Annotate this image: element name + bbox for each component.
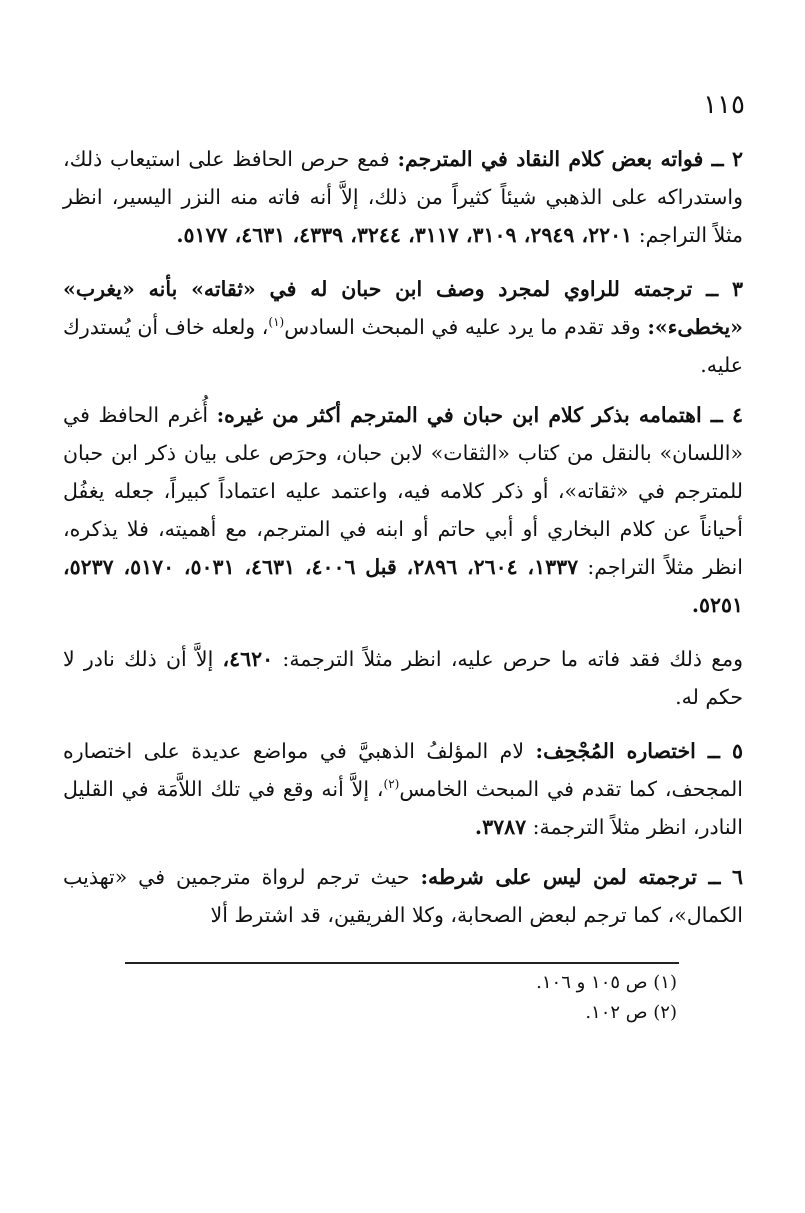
footnotes	[536, 968, 677, 1028]
footnote-2: (٢) ص ١٠٢.	[585, 1002, 677, 1023]
paragraph-2	[63, 140, 743, 254]
reference-numbers: ٢٢٠١، ٢٩٤٩، ٣١٠٩، ٣١١٧، ٣٢٤٤، ٤٣٣٩، ٤٦٣١، ٥١٧٧.	[176, 223, 633, 247]
paragraph-heading: ٤ ــ اهتمامه بذكر كلام ابن حبان في المترجم أكثر من غيره:	[216, 403, 743, 427]
paragraph-3	[63, 270, 743, 384]
footnote-marker: (٢)	[383, 777, 400, 792]
paragraph-text: أُغرم الحافظ في «اللسان» بالنقل من كتاب «الثقات» لابن حبان، وحرَص على بيان ذكر ابن حبان للمترجم في «ثقاته»، أو ذكر كلامه فيه، واعتمد عليه اعتماداً كبيراً، جعله يغفُل أحياناً عن كلام البخاري أو أبي حاتم أو ابنه في المترجم، مع أهميته، فلا يذكره، انظر مثلاً التراجم:	[63, 403, 743, 579]
paragraph-heading: ٦ ــ ترجمته لمن ليس على شرطه:	[420, 865, 743, 889]
footnote-divider	[125, 962, 679, 964]
paragraph-4	[63, 396, 743, 624]
paragraph-4-continued	[63, 640, 743, 716]
paragraph-text-continued: ، إلاَّ أنه وقع في تلك اللاَّمَة في القليل النادر، انظر مثلاً الترجمة:	[63, 777, 743, 839]
paragraph-text: فمع حرص الحافظ على استيعاب ذلك، واستدراكه على الذهبي شيئاً كثيراً من ذلك، إلاَّ أنه فاته منه النزر اليسير، انظر مثلاً التراجم:	[63, 147, 743, 247]
page-number: ١١٥	[703, 90, 745, 120]
paragraph-text: لام المؤلفُ الذهبيَّ في مواضع عديدة على اختصاره المجحف، كما تقدم في المبحث الخامس	[63, 739, 743, 801]
reference-numbers: ٣٧٨٧.	[474, 815, 527, 839]
paragraph-text: ومع ذلك فقد فاته ما حرص عليه، انظر مثلاً الترجمة:	[282, 647, 743, 671]
paragraph-heading: ٢ ــ فواته بعض كلام النقاد في المترجم:	[397, 147, 743, 171]
paragraph-6	[63, 858, 743, 934]
main-text	[63, 140, 743, 950]
paragraph-heading: ٥ ــ اختصاره المُجْحِف:	[535, 739, 743, 763]
paragraph-5	[63, 732, 743, 846]
paragraph-text: حيث ترجم لرواة مترجمين في «تهذيب الكمال»، كما ترجم لبعض الصحابة، وكلا الفريقين، قد اشترط ألا	[63, 865, 743, 927]
paragraph-text-continued: ، ولعله خاف أن يُستدرك عليه.	[63, 315, 743, 377]
paragraph-text-continued: إلاَّ أن ذلك نادر لا حكم له.	[63, 647, 743, 709]
reference-numbers: ١٣٣٧، ٢٦٠٤، ٢٨٩٦، قبل ٤٠٠٦، ٤٦٣١، ٥٠٣١، ٥١٧٠، ٥٢٣٧، ٥٢٥١.	[63, 555, 743, 617]
footnote-marker: (١)	[268, 315, 285, 330]
footnote-1: (١) ص ١٠٥ و ١٠٦.	[536, 972, 677, 993]
paragraph-heading: ٣ ــ ترجمته للراوي لمجرد وصف ابن حبان له في «ثقاته» بأنه «يغرب» «يخطىء»:	[63, 277, 743, 339]
reference-numbers: ٤٦٢٠،	[222, 647, 274, 671]
paragraph-text: وقد تقدم ما يرد عليه في المبحث السادس	[284, 315, 641, 339]
